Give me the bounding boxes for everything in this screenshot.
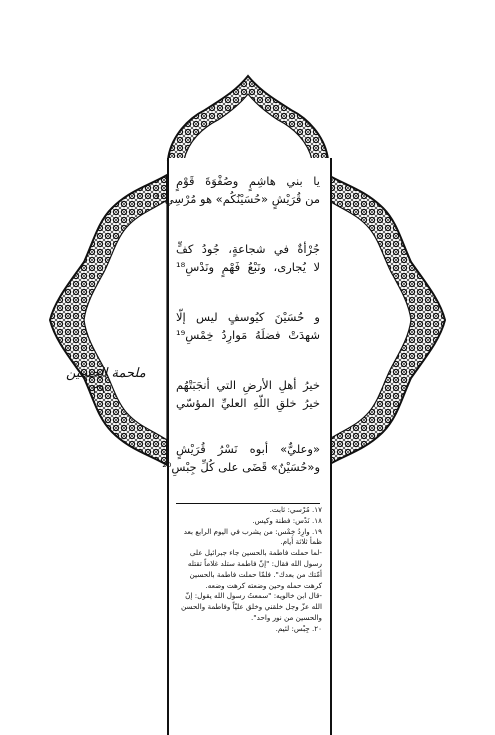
footnote-hadith-2: -قال ابن خالويه: "سمعتُ رسول الله يقول: إنّ الله عزّ وجل خلقني وخلق عليّاً وفاطمة والحسن والحسين من نور واحد". [181, 591, 322, 622]
verse-3-line-2: شهدَتْ فضلَهُ مَوارِدُ خِمْسِ¹⁹ [176, 328, 320, 342]
verse-2-line-1: جُرْأةٌ في شجاعةٍ، جُودُ كفٍّ [176, 242, 320, 256]
verse-5 [162, 440, 320, 476]
verse-4-line-1: خيرُ أهلِ الأرضِ التي أنجَبَتْهُم [176, 378, 320, 392]
verse-1 [155, 172, 320, 208]
footnote-18: ١٨. نَدْس: فطنة وكيس. [252, 515, 322, 525]
page-number: ٢٩ [92, 382, 105, 396]
footnote-hadith-1: -لما حملت فاطمة بالحسين جاء جبرائيل على رسول الله فقال: "إنّ فاطمة ستلد غلاماً تقتله أمّتك من بعدك". فلمّا حملت فاطمة بالحسين كرهت حمله وحين وضعته كرهت وضعه. [187, 548, 322, 590]
verse-1-line-1: يا بني هاشِمٍ وصُفْوَةَ قَوْمٍ [176, 174, 320, 188]
verse-4 [176, 376, 320, 412]
book-title: ملحمة الحسين [66, 366, 146, 381]
verse-5-line-1: «وعليٌّ» أبوه نَسْرُ قُرَيْشٍ [176, 442, 320, 456]
footnote-20: ٢٠. جِبْس: لئيم. [275, 623, 322, 633]
verse-5-line-2: و«حُسَيْنٌ» قَضَى على كُلِّ جِبْسِ²⁰ [162, 460, 320, 474]
verse-4-line-2: خيرُ خلقِ اللّهِ العليِّ المؤسّي [176, 396, 320, 410]
verse-3 [176, 308, 320, 344]
verse-2 [176, 240, 320, 276]
footnote-17: ١٧. مُرْسي: ثابت. [269, 505, 322, 514]
verse-3-line-1: و حُسَيْنَ كيُوسفٍ ليس إلّا [176, 310, 320, 324]
footnote-divider [176, 503, 320, 504]
verse-2-line-2: لا يُجارى، ونَبْعُ فَهْمٍ ونَدْسِ¹⁸ [176, 260, 320, 274]
footnotes [174, 505, 322, 635]
footnote-19: ١٩. وارِدُ خِمْس: من يشرب في اليوم الرابع بعد ظمأ ثلاثة أيام. [183, 526, 322, 547]
verse-1-line-2: من قُرَيْشٍ «حُسَيْنُكُم» هو مُرْسِي¹⁷ [155, 192, 320, 206]
